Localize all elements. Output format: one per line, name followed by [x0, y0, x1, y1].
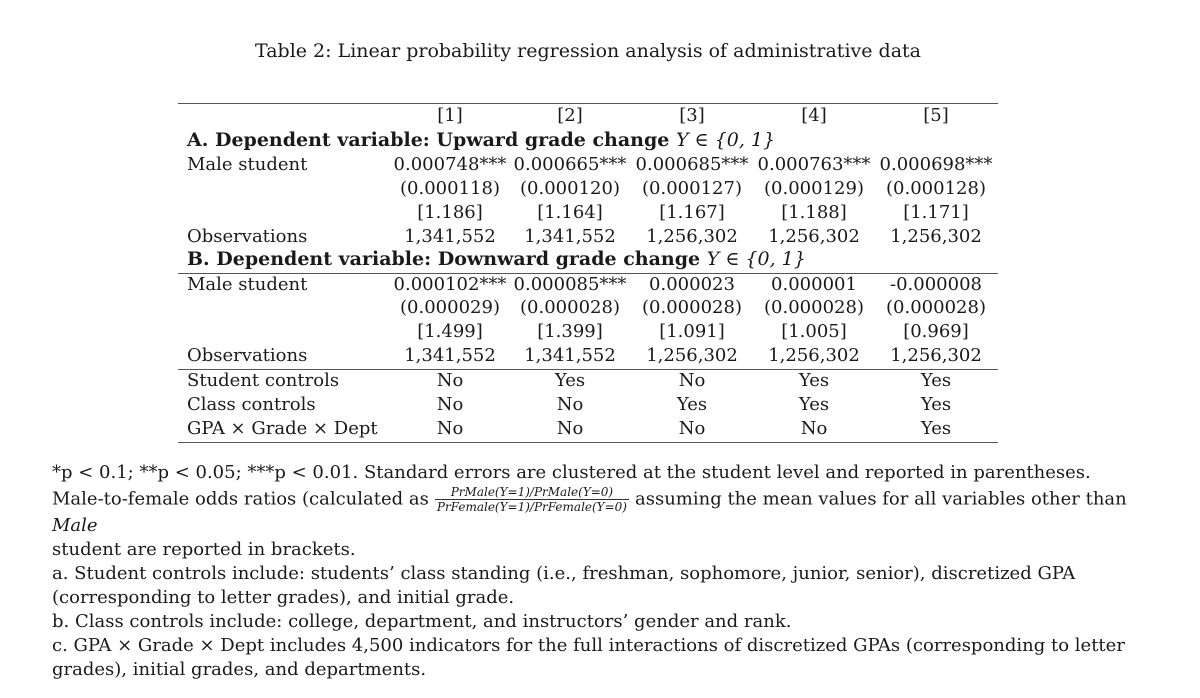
table-row: [178, 225, 998, 249]
panel-a-math: Y ∈ {0, 1}: [675, 129, 776, 151]
table-row: [178, 393, 998, 417]
se-cell: (0.000029): [400, 297, 500, 318]
obs-cell: 1,256,302: [890, 226, 982, 247]
coef-cell: 0.000001: [771, 274, 857, 295]
table-row: [178, 320, 998, 344]
obs-cell: 1,341,552: [404, 226, 496, 247]
control-cell: Yes: [676, 394, 708, 415]
control-cell: Yes: [920, 418, 952, 439]
obs-cell: 1,256,302: [768, 226, 860, 247]
coef-cell: 0.000685***: [635, 154, 749, 175]
table-row: [178, 417, 998, 441]
coef-cell: 0.000748***: [393, 154, 507, 175]
se-cell: (0.000028): [642, 297, 742, 318]
coef-cell: 0.000102***: [393, 274, 507, 295]
control-cell: No: [436, 418, 464, 439]
odds-cell: [1.167]: [659, 202, 725, 223]
odds-cell: [1.399]: [537, 321, 603, 342]
row-label: Observations: [187, 345, 308, 366]
column-header: [2]: [557, 105, 583, 126]
row-label: Observations: [187, 226, 308, 247]
coef-cell: -0.000008: [890, 274, 982, 295]
control-cell: No: [556, 394, 584, 415]
odds-note-prefix: Male-to-female odds ratios (calculated as: [52, 488, 429, 510]
control-cell: Yes: [920, 370, 952, 391]
significance-note: *p < 0.1; **p < 0.05; ***p < 0.01. Standard errors are clustered at the student level and reported in parentheses.: [52, 462, 1091, 483]
coef-cell: 0.000698***: [879, 154, 993, 175]
table-row: [178, 201, 998, 225]
column-header: [5]: [923, 105, 949, 126]
coef-cell: 0.000763***: [757, 154, 871, 175]
table-row: [178, 369, 998, 393]
control-cell: No: [436, 394, 464, 415]
se-cell: (0.000028): [520, 297, 620, 318]
row-label: Class controls: [187, 394, 316, 415]
fraction-numerator: PrMale(Y=1)/PrMale(Y=0): [435, 485, 629, 500]
row-label: Male student: [187, 274, 308, 295]
control-cell: No: [678, 418, 706, 439]
odds-cell: [1.186]: [417, 202, 483, 223]
se-cell: (0.000129): [764, 178, 864, 199]
row-label: GPA × Grade × Dept: [187, 418, 378, 439]
row-label: Male student: [187, 154, 308, 175]
odds-cell: [0.969]: [903, 321, 969, 342]
odds-cell: [1.005]: [781, 321, 847, 342]
obs-cell: 1,256,302: [890, 345, 982, 366]
obs-cell: 1,256,302: [646, 345, 738, 366]
panel-a-title-text: A. Dependent variable: Upward grade change: [187, 129, 670, 151]
coef-cell: 0.000085***: [513, 274, 627, 295]
odds-note-suffix: student are reported in brackets.: [52, 539, 356, 560]
fraction-denominator: PrFemale(Y=1)/PrFemale(Y=0): [436, 500, 627, 514]
table-row: [178, 344, 998, 368]
coef-cell: 0.000023: [649, 274, 735, 295]
table-row: [178, 296, 998, 320]
control-cell: Yes: [554, 370, 586, 391]
odds-cell: [1.091]: [659, 321, 725, 342]
control-cell: No: [678, 370, 706, 391]
obs-cell: 1,341,552: [524, 345, 616, 366]
odds-ratio-note: [52, 485, 1142, 562]
note-a: a. Student controls include: students’ class standing (i.e., freshman, sophomore, junior, senior), discretized GPA (corresponding to letter grades), and initial grade.: [52, 563, 1076, 608]
se-cell: (0.000028): [764, 297, 864, 318]
table-bottom-rule: [178, 442, 998, 443]
note-c: c. GPA × Grade × Dept includes 4,500 indicators for the full interactions of discretized GPAs (corresponding to letter grades), initial grades, and departments.: [52, 635, 1125, 680]
note-b: b. Class controls include: college, department, and instructors’ gender and rank.: [52, 611, 792, 632]
table-row: [178, 273, 998, 297]
panel-b-title-text: B. Dependent variable: Downward grade change: [187, 248, 701, 270]
control-cell: No: [556, 418, 584, 439]
obs-cell: 1,341,552: [524, 226, 616, 247]
panel-b-title: [187, 248, 806, 270]
odds-cell: [1.171]: [903, 202, 969, 223]
odds-cell: [1.188]: [781, 202, 847, 223]
panel-a-title: [187, 129, 775, 151]
se-cell: (0.000128): [886, 178, 986, 199]
se-cell: (0.000120): [520, 178, 620, 199]
table-caption: Table 2: Linear probability regression analysis of administrative data: [255, 40, 921, 62]
odds-ratio-fraction: [435, 485, 629, 514]
se-cell: (0.000028): [886, 297, 986, 318]
odds-note-italic: Male: [52, 515, 98, 536]
control-cell: No: [800, 418, 828, 439]
odds-cell: [1.499]: [417, 321, 483, 342]
table-row: [178, 177, 998, 201]
row-label: Student controls: [187, 370, 340, 391]
column-header-row: [178, 104, 998, 128]
control-cell: Yes: [798, 370, 830, 391]
table-notes: [52, 461, 1142, 682]
obs-cell: 1,341,552: [404, 345, 496, 366]
control-cell: Yes: [798, 394, 830, 415]
column-header: [3]: [679, 105, 705, 126]
panel-b-math: Y ∈ {0, 1}: [706, 248, 806, 270]
se-cell: (0.000127): [642, 178, 742, 199]
odds-note-middle: assuming the mean values for all variables other than: [634, 488, 1127, 510]
obs-cell: 1,256,302: [646, 226, 738, 247]
odds-cell: [1.164]: [537, 202, 603, 223]
obs-cell: 1,256,302: [768, 345, 860, 366]
control-cell: No: [436, 370, 464, 391]
coef-cell: 0.000665***: [513, 154, 627, 175]
se-cell: (0.000118): [400, 178, 500, 199]
column-header: [1]: [437, 105, 463, 126]
table-row: [178, 153, 998, 177]
column-header: [4]: [801, 105, 827, 126]
control-cell: Yes: [920, 394, 952, 415]
